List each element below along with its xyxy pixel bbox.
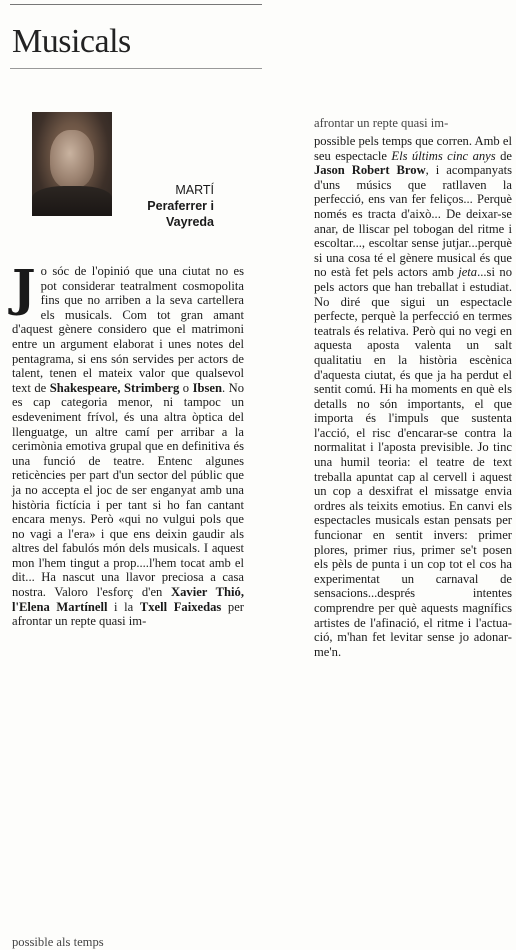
right-text-1: possible pels temps que corren. Amb el seu espectacle (314, 134, 512, 163)
word-jeta: jeta (458, 265, 478, 280)
author-last-name-1: Peraferrer i (147, 199, 214, 213)
top-rule (10, 4, 262, 5)
conjunction-i: i la (107, 599, 140, 614)
name-thio-martinell: Xavier Thió, l'Elena Martínell (12, 585, 244, 614)
left-text-3: per afrontar un repte quasi im- (12, 599, 244, 629)
right-paragraph (314, 134, 512, 659)
right-text-3: ...si no pels actors que han treballat i estudiat. No diré que sigui un espectacle perfecte, perquè la perfecció en termes teatrals és relativa. Però qui no vegi en aquesta aposta valenta un salt qualitatiu en la història escènica d'aquesta ciutat, és que ja ha perdut el sentit comú. Hi ha moments en què els detalls no són importants, el que importa és l'impuls que sustenta l'acció, el risc d'encarar-se contra la normalitat i l'aposta previsible. Jo tinc una humil teoria: el teatre de text treballa apuntat cap al cervell i aquest un cop a desxifrat el missatge envia ordres als teixits emotius. En canvi els espectacles musicals estan pensats per funcionar en sentit invers: primer plores, primer rius, primer se't posen els pèls de punta i un cop tot el cos ha experimentat un carnaval de sensacions...després intentes comprendre per què aquests magnífics artistes de l'afinació, el ritme i l'actuació, m'han fet levitar sense jo adonar-me'n. (314, 265, 513, 659)
drop-cap: J (12, 258, 36, 317)
title-rule (10, 68, 262, 69)
author-face (50, 130, 94, 188)
name-ibsen: Ibsen (192, 380, 222, 395)
name-shakespeare: Shakespeare, (49, 380, 121, 395)
name-strimberg: Strimberg (124, 380, 180, 395)
composer-name: Jason Robert Brow (314, 163, 426, 178)
author-first-name: MARTÍ (175, 183, 214, 197)
article-left-column (12, 258, 244, 629)
conjunction-o: o (179, 380, 193, 395)
right-cut-line (314, 116, 512, 131)
left-cut-line: possible als temps (12, 935, 104, 949)
author-photo (32, 112, 112, 216)
left-text-1: o sóc de l'opinió que una ciutat no es pot considerar teatralment cosmopolita fins que no arriben a la seva cartellera els musicals. Com tot gran amant d'aquest gènere considero que el matrimoni entre un argument elaborat i unes notes del pentagrama, si ens són servides per actors de talent, tenen el mateix valor que qualsevol text de (12, 264, 244, 395)
show-title: Els últims cinc anys (391, 148, 496, 163)
byline (120, 182, 214, 230)
section-title: Musicals (12, 23, 131, 60)
right-text-2: , i acompanyats d'uns músics que ratllaven la perfecció, ens van fer feliços... Perquè només es tracta d'això... De deixar-se anar, de lliscar pel tobogan del ritme i escoltar..., escoltar sense jutjar...perquè si una cosa té el gènere musical és que no està fet pels actors amb (314, 163, 513, 280)
left-paragraph (12, 258, 244, 629)
right-cut-text: afrontar un repte quasi im- (314, 116, 449, 130)
article-right-column (314, 134, 512, 659)
preposition-de: de (495, 148, 512, 163)
author-last-name-2: Vayreda (166, 215, 214, 229)
author-shoulders (32, 186, 112, 216)
left-text-2: . No es cap categoria menor, ni tampoc un esdeveniment frívol, és una altra òptica del llenguatge, un altre camí per arribar a la cerimònia emotiva grupal que en definitiva és una funció de teatre. Entenc algunes reticències per part d'un sector del públic que ja no accepta el joc de ser enganyat amb una història fictícia i per tant si ho fan cantant encara menys. Però «qui no vulgui pols que no vagi a l'era» i que ens deixin gaudir als altres del fabulós món dels musicals. I aquest mon l'hem tingut a prop....l'hem tocat amb el dit... Ha nascut una llavor preciosa a casa nostra. Valoro l'esforç d'en (12, 380, 244, 600)
name-txell-faixedas: Txell Faixedas (139, 599, 222, 614)
